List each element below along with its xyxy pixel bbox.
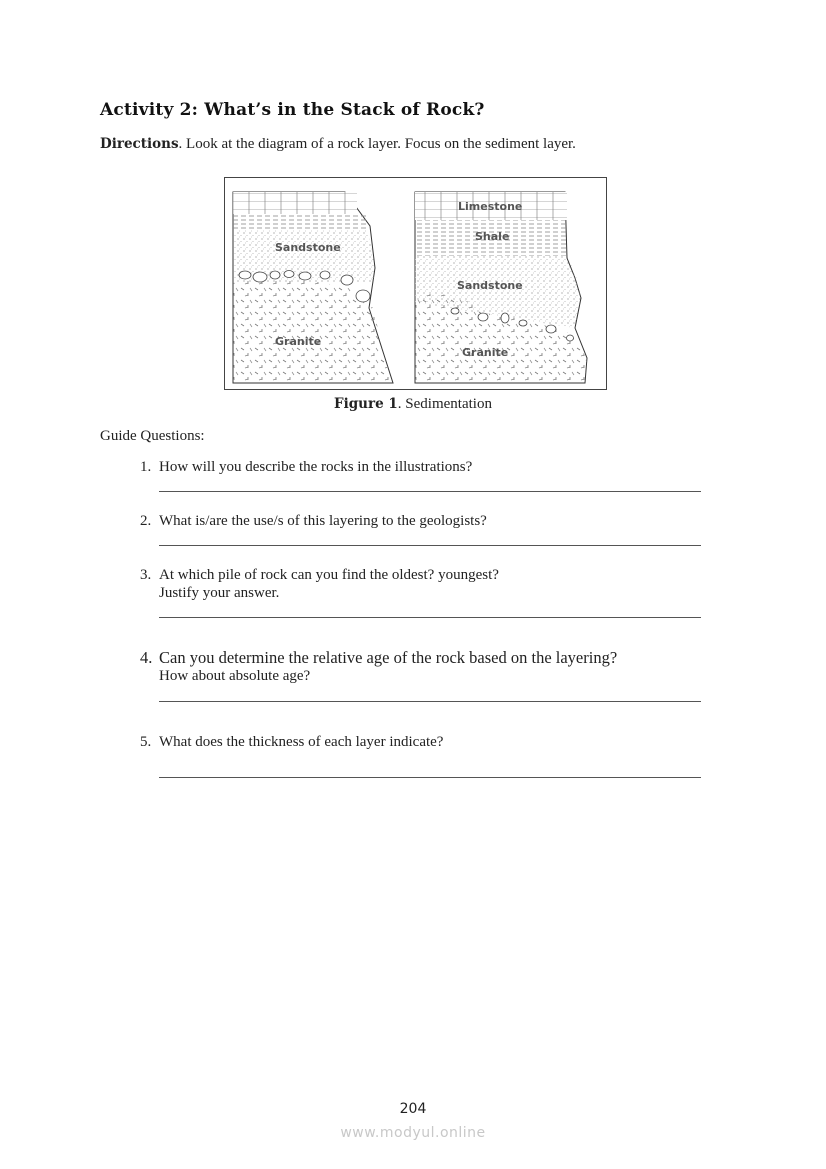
- question-text: At which pile of rock can you find the oldest? youngest?: [159, 567, 499, 583]
- left-sandstone-label: Sandstone: [275, 241, 341, 254]
- question-number: 3.: [140, 567, 152, 583]
- question-item: [140, 733, 443, 751]
- right-rock-column: [415, 192, 587, 383]
- left-limestone-layer: [233, 192, 357, 214]
- directions-label: Directions: [100, 136, 179, 152]
- directions-text: . Look at the diagram of a rock layer. Focus on the sediment layer.: [178, 136, 576, 152]
- watermark: www.modyul.online: [340, 1125, 486, 1141]
- right-granite-label: Granite: [462, 346, 509, 359]
- figure-caption-text: . Sedimentation: [397, 396, 492, 412]
- answer-line-1[interactable]: [159, 491, 701, 492]
- question-item: [140, 566, 499, 602]
- question-item: [140, 649, 617, 685]
- rock-layer-diagram: [225, 178, 606, 389]
- question-number: 5.: [140, 734, 152, 750]
- question-text: What does the thickness of each layer indicate?: [159, 734, 444, 750]
- activity-title: Activity 2: What’s in the Stack of Rock?: [100, 100, 485, 120]
- question-text-continued: How about absolute age?: [159, 668, 311, 684]
- question-number: 1.: [140, 459, 152, 475]
- question-text: Can you determine the relative age of the rock based on the layering?: [159, 648, 618, 667]
- left-shale-layer: [233, 214, 367, 230]
- answer-line-5[interactable]: [159, 777, 701, 778]
- directions: [100, 136, 576, 153]
- figure-caption-label: Figure 1: [334, 396, 398, 412]
- answer-line-3[interactable]: [159, 617, 701, 618]
- question-text: How will you describe the rocks in the illustrations?: [159, 459, 473, 475]
- page-number: 204: [399, 1101, 427, 1117]
- question-item: [140, 512, 487, 530]
- guide-questions-heading: Guide Questions:: [100, 428, 205, 444]
- question-number: 4.: [140, 648, 153, 667]
- sedimentation-figure: [224, 177, 607, 390]
- question-text: What is/are the use/s of this layering to the geologists?: [159, 513, 487, 529]
- question-text-continued: Justify your answer.: [159, 585, 280, 601]
- question-number: 2.: [140, 513, 152, 529]
- answer-line-2[interactable]: [159, 545, 701, 546]
- answer-line-4[interactable]: [159, 701, 701, 702]
- question-item: [140, 458, 472, 476]
- figure-caption: [0, 396, 826, 413]
- right-sandstone-label: Sandstone: [457, 279, 523, 292]
- left-granite-label: Granite: [275, 335, 322, 348]
- right-limestone-label: Limestone: [458, 200, 523, 213]
- right-shale-label: Shale: [475, 230, 510, 243]
- left-rock-column: [233, 192, 393, 383]
